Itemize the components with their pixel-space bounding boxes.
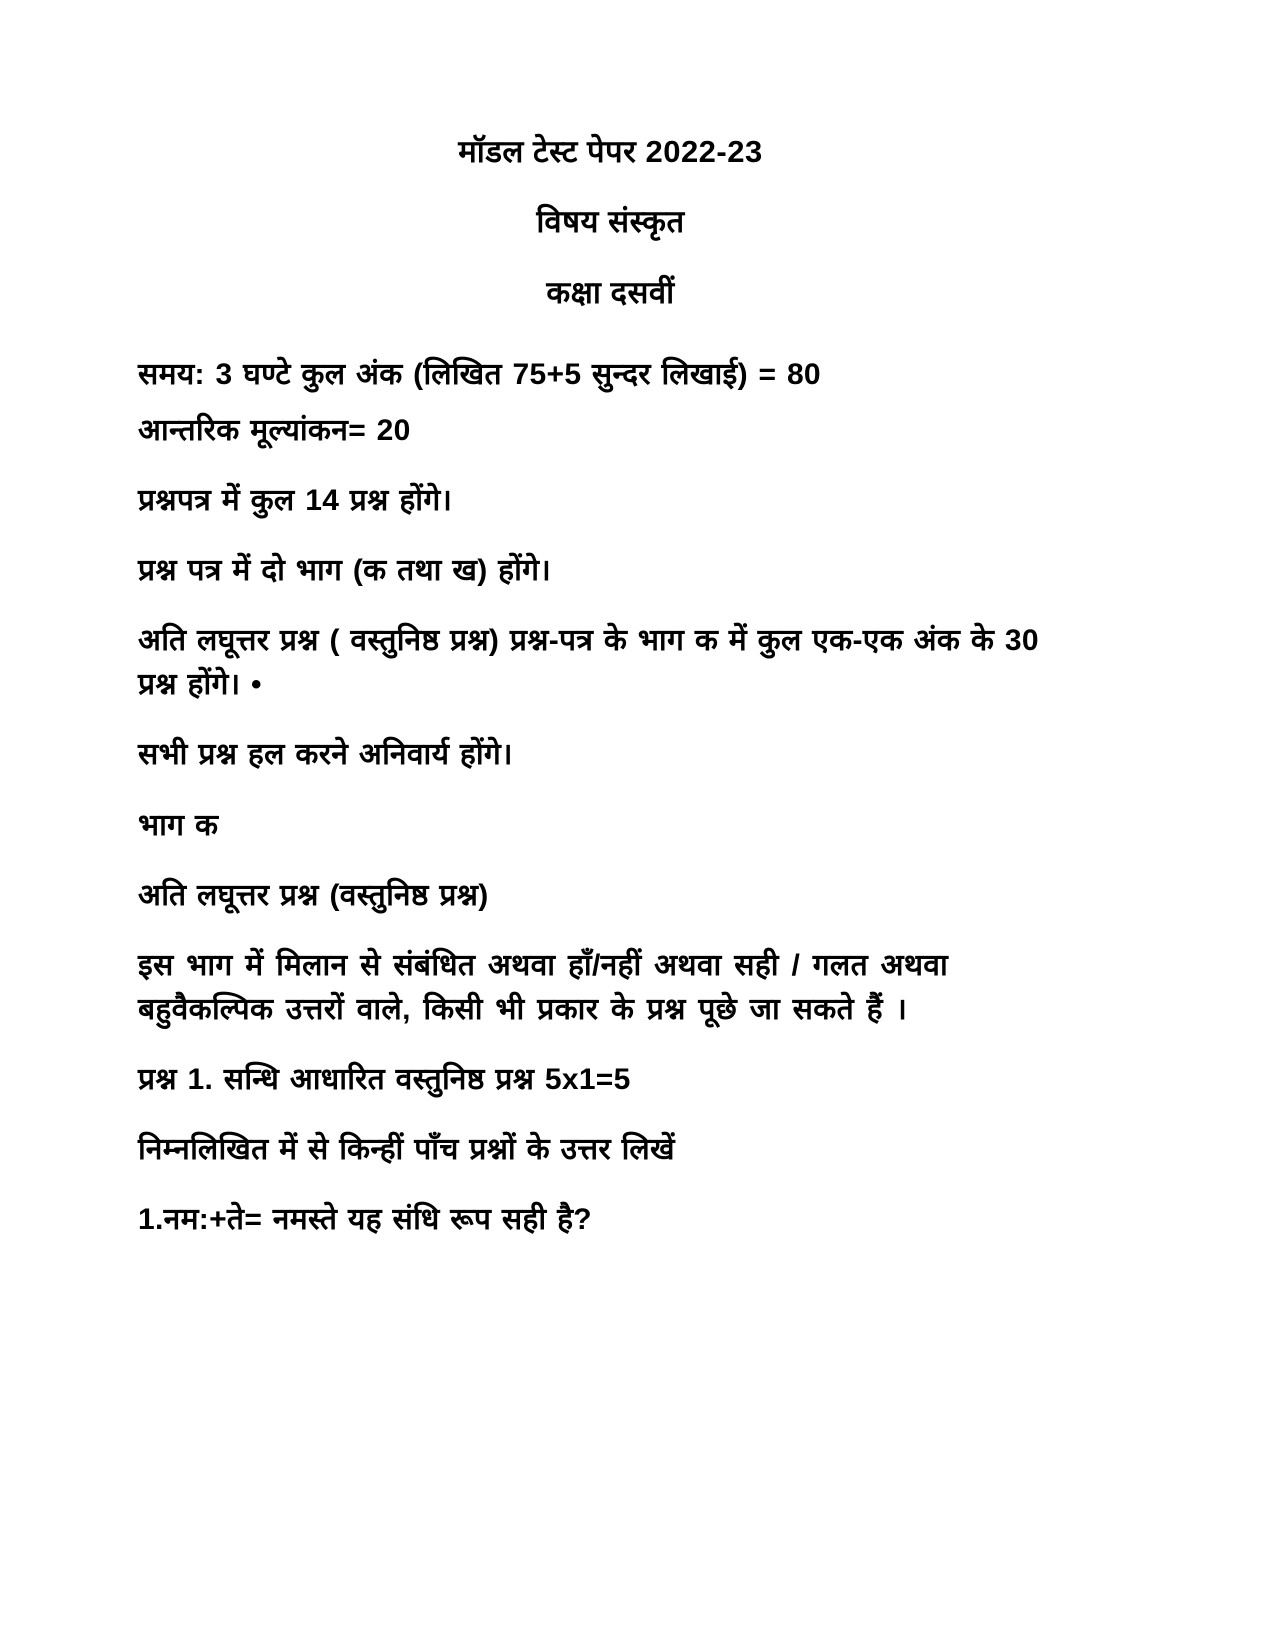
all-questions-compulsory-line: सभी प्रश्न हल करने अनिवार्य होंगे। <box>138 738 513 772</box>
page-subtitle-subject: विषय संस्कृत <box>536 204 685 240</box>
total-questions-line: प्रश्नपत्र में कुल 14 प्रश्न होंगे। <box>138 484 453 518</box>
objective-questions-note: अति लघूत्तर प्रश्न ( वस्तुनिष्ठ प्रश्न) प्रश्न-पत्र के भाग क में कुल एक-एक अंक के 30 प्रश्न होंगे। • <box>138 624 1039 702</box>
question-1-heading: प्रश्न 1. सन्धि आधारित वस्तुनिष्ठ प्रश्न 5x1=5 <box>138 1062 631 1096</box>
two-parts-line: प्रश्न पत्र में दो भाग (क तथा ख) होंगे। <box>138 554 552 588</box>
part-ka-instruction: इस भाग में मिलान से संबंधित अथवा हाँ/नहीं अथवा सही / गलत अथवा बहुवैकल्पिक उत्तरों वाले, किसी भी प्रकार के प्रश्न पूछे जा सकते हैं । <box>138 948 949 1026</box>
marks-and-time-line: समय: 3 घण्टे कुल अंक (लिखित 75+5 सुन्दर लिखाई) = 80 <box>138 357 821 391</box>
part-ka-heading: भाग क <box>138 808 219 842</box>
page-subtitle-class: कक्षा दसवीं <box>546 274 675 310</box>
question-1-item-1: 1.नम:+ते= नमस्ते यह संधि रूप सही है? <box>138 1203 592 1237</box>
page-title-model-test-paper: मॉडल टेस्ट पेपर 2022-23 <box>458 134 763 169</box>
part-ka-subheading: अति लघूत्तर प्रश्न (वस्तुनिष्ठ प्रश्न) <box>138 878 489 912</box>
document-content <box>138 132 1083 1268</box>
internal-assessment-line: आन्तरिक मूल्यांकन= 20 <box>138 413 411 447</box>
question-1-instruction: निम्नलिखित में से किन्हीं पाँच प्रश्नों के उत्तर लिखें <box>138 1133 675 1167</box>
